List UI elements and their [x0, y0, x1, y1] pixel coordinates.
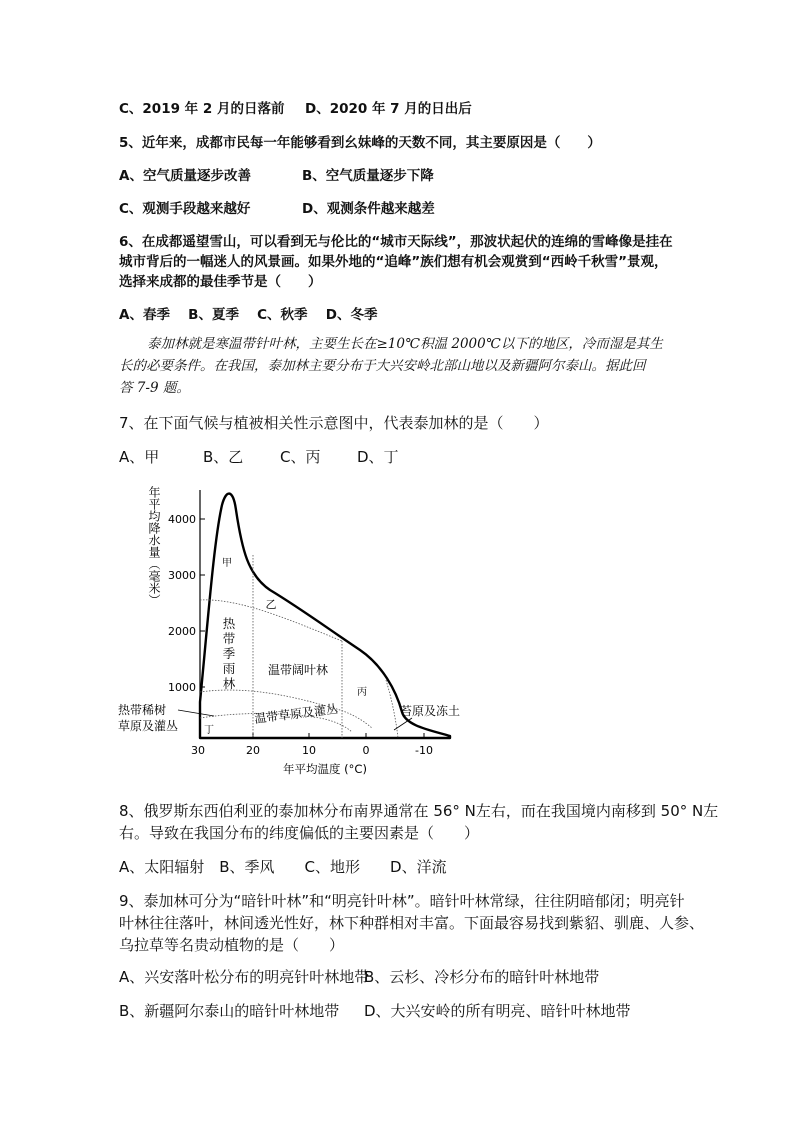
label-temperate-grassland: 温带草原及灌丛: [253, 701, 339, 726]
q6-stem-line2: 城市背后的一幅迷人的风景画。如果外地的“追峰”族们想有机会观赏到“西岭千秋雪”景观，: [119, 254, 668, 270]
savanna-leader-line: [178, 710, 214, 716]
x-tick-0: 0: [362, 744, 370, 757]
svg-text:林: 林: [222, 676, 236, 691]
label-tundra: 苔原及冻土: [400, 704, 461, 718]
q5-option-b: B、空气质量逐步下降: [302, 168, 434, 184]
q8-stem-line2: 右。导致在我国分布的纬度偏低的主要因素是（ ）: [119, 824, 480, 842]
label-yi: 乙: [265, 598, 277, 611]
q7-option-c: C、丙: [280, 448, 321, 466]
q9-option-d: D、大兴安岭的所有明亮、暗针叶林地带: [364, 1002, 631, 1020]
y-tick-2000: 2000: [168, 625, 196, 638]
q9-stem-line3: 乌拉草等名贵动植物的是（ ）: [119, 936, 345, 954]
climate-vegetation-diagram: [118, 480, 470, 780]
q9-option-b1: B、云杉、冷杉分布的暗针叶林地带: [364, 968, 600, 986]
q9-stem-line1: 9、泰加林可分为“暗针叶林”和“明亮针叶林”。暗针叶林常绿，往往阴暗郁闭；明亮针: [119, 892, 685, 910]
x-tick-20: 20: [246, 744, 260, 757]
q5-stem: 5、近年来，成都市民每一年能够看到幺妹峰的天数不同，其主要原因是（ ）: [119, 135, 601, 151]
label-tropical-savanna-line1: 热带稀树: [118, 703, 167, 717]
label-bing: 丙: [357, 687, 367, 698]
q5-option-a: A、空气质量逐步改善: [119, 168, 251, 184]
label-ding: 丁: [204, 725, 214, 736]
svg-text:热: 热: [222, 616, 236, 631]
y-axis-label: 年平均降水量（毫米）: [147, 486, 161, 606]
label-tropical-monsoon-forest: [223, 616, 236, 691]
x-axis-label: 年平均温度 (°C): [283, 762, 367, 776]
q7-option-b: B、乙: [203, 448, 244, 466]
q4-option-c: C、2019 年 2 月的日落前: [119, 101, 285, 117]
svg-text:季: 季: [222, 646, 236, 661]
q8-stem-line1: 8、俄罗斯东西伯利亚的泰加林分布南界通常在 56° N左右，而在我国境内南移到 50° N左: [119, 802, 719, 820]
y-tick-4000: 4000: [168, 513, 196, 526]
q6-options: A、春季 B、夏季 C、秋季 D、冬季: [119, 307, 378, 323]
q5-option-d: D、观测条件越来越差: [302, 201, 435, 217]
reading-passage: [119, 333, 679, 399]
tundra-leader-line: [394, 718, 412, 730]
vegetation-envelope: [200, 494, 450, 738]
q7-option-a: A、甲: [119, 448, 160, 466]
passage-line2: 长的必要条件。在我国，泰加林主要分布于大兴安岭北部山地以及新疆阿尔泰山。据此回: [119, 358, 646, 374]
q9-stem-line2: 叶林往往落叶，林间透光性好，林下种群相对丰富。下面最容易找到紫貂、驯鹿、人参、: [119, 914, 705, 932]
q8-options: A、太阳辐射 B、季风 C、地形 D、洋流: [119, 858, 447, 876]
passage-line3: 答 7-9 题。: [119, 380, 190, 396]
q7-option-d: D、丁: [357, 448, 399, 466]
x-tick-10: 10: [302, 744, 316, 757]
q9-option-b2: B、新疆阿尔泰山的暗针叶林地带: [119, 1002, 340, 1020]
label-jia: 甲: [222, 558, 232, 569]
y-tick-1000: 1000: [168, 681, 196, 694]
label-temperate-broadleaf: 温带阔叶林: [267, 663, 329, 677]
q9-option-a: A、兴安落叶松分布的明亮针叶林地带: [119, 968, 370, 986]
svg-text:带: 带: [222, 631, 236, 646]
svg-text:雨: 雨: [222, 661, 236, 676]
q5-option-c: C、观测手段越来越好: [119, 201, 251, 217]
passage-line1: 泰加林就是寒温带针叶林，主要生长在≥10℃积温 2000℃以下的地区，冷而湿是其生: [147, 336, 663, 352]
q6-stem-line1: 6、在成都遥望雪山，可以看到无与伦比的“城市天际线”，那波状起伏的连绵的雪峰像是挂在: [119, 234, 673, 250]
x-tick-minus10: -10: [415, 744, 433, 757]
q4-option-d: D、2020 年 7 月的日出后: [305, 101, 472, 117]
label-tropical-savanna-line2: 草原及灌丛: [118, 719, 179, 733]
q7-stem: 7、在下面气候与植被相关性示意图中，代表泰加林的是（ ）: [119, 414, 549, 432]
x-tick-30: 30: [191, 744, 205, 757]
q6-stem-line3: 选择来成都的最佳季节是（ ）: [119, 274, 322, 290]
y-tick-3000: 3000: [168, 569, 196, 582]
